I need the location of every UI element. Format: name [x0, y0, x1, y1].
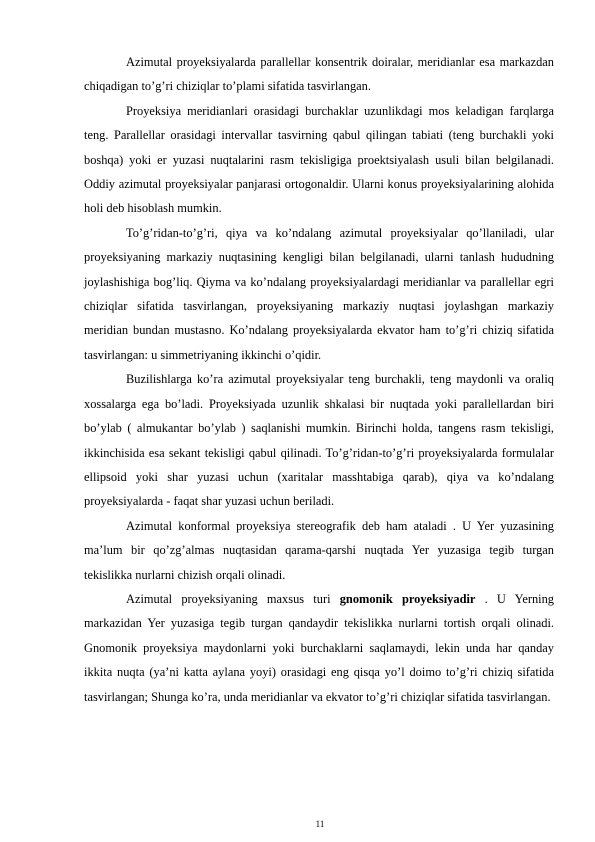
gnomonic-text-before: Azimutal proyeksiyaning maxsus turi [126, 591, 340, 606]
paragraph-gnomonic [84, 587, 554, 709]
gnomonic-bold-term: gnomonik proyeksiyadir [339, 591, 476, 606]
document-page [84, 50, 554, 709]
paragraph-projection-types: To’g’ridan-to’g’ri, qiya va ko’ndalang azimutal proyeksiyalar qo’llaniladi, ular proyeksiyaning markaziy nuqtasining kengligi bilan belgilanadi, ularni tanlash hududning joylashishiga bog’liq. Qiyma va ko’ndalang proyeksiyalardagi meridianlar va parallellar egri chiziqlar sifatida tasvirlangan, proyeksiyaning markaziy nuqtasi joylashgan markaziy meridian bundan mustasno. Ko’ndalang proyeksiyalarda ekvator ham to’g’ri chiziq sifatida tasvirlangan: u simmetriyaning ikkinchi o’qidir. [84, 225, 554, 362]
paragraph-azimuthal-intro: Azimutal proyeksiyalarda parallellar konsentrik doiralar, meridianlar esa markazdan chiqadigan to’g’ri chiziqlar to’plami sifatida tasvirlangan. [84, 55, 554, 94]
paragraph-stereographic: Azimutal konformal proyeksiya stereografik deb ham ataladi . U Yer yuzasining ma’lum bir qo’zg’almas nuqtasidan qarama-qarshi nuqtada Yer yuzasiga tegib turgan tekislikka nurlarni chizish orqali olinadi. [84, 518, 554, 582]
paragraph-meridian-angles: Proyeksiya meridianlari orasidagi burchaklar uzunlikdagi mos keladigan farqlarga teng. Parallellar orasidagi intervallar tasvirning qabul qilingan tabiati (teng burchakli yoki boshqa) yoki er yuzasi nuqtalarini rasm tekisligiga proektsiyalash usuli bilan belgilanadi. Oddiy azimutal proyeksiyalar panjarasi ortogonaldir. Ularni konus proyeksiyalarining alohida holi deb hisoblash mumkin. [84, 103, 554, 216]
gnomonic-text-after: . U Yerning markazidan Yer yuzasiga tegib turgan qandaydir tekislikka nurlarni tortish orqali olinadi. Gnomonik proyeksiya maydonlarni yoki burchaklarni saqlamaydi, lekin unda har qanday ikkita nuqta (ya’ni katta aylana yoyi) orasidagi eng qisqa yo’l doimo to’g’ri chiziq sifatida tasvirlangan; Shunga ko’ra, unda meridianlar va ekvator to’g’ri chiziqlar sifatida tasvirlangan. [84, 591, 554, 704]
paragraph-distortion: Buzilishlarga ko’ra azimutal proyeksiyalar teng burchakli, teng maydonli va oraliq xossalarga ega bo’ladi. Proyeksiyada uzunlik shkalasi bir nuqtada yoki parallellardan biri bo’ylab ( almukantar bo’ylab ) saqlanishi mumkin. Birinchi holda, tangens rasm tekisligi, ikkinchisida esa sekant tekisligi qabul qilinadi. To’g’ridan-to’g’ri proyeksiyalarda formulalar ellipsoid yoki shar yuzasi uchun (xaritalar masshtabiga qarab), qiya va ko’ndalang proyeksiyalarda - faqat shar yuzasi uchun beriladi. [84, 372, 554, 509]
page-number: 11 [315, 819, 325, 829]
